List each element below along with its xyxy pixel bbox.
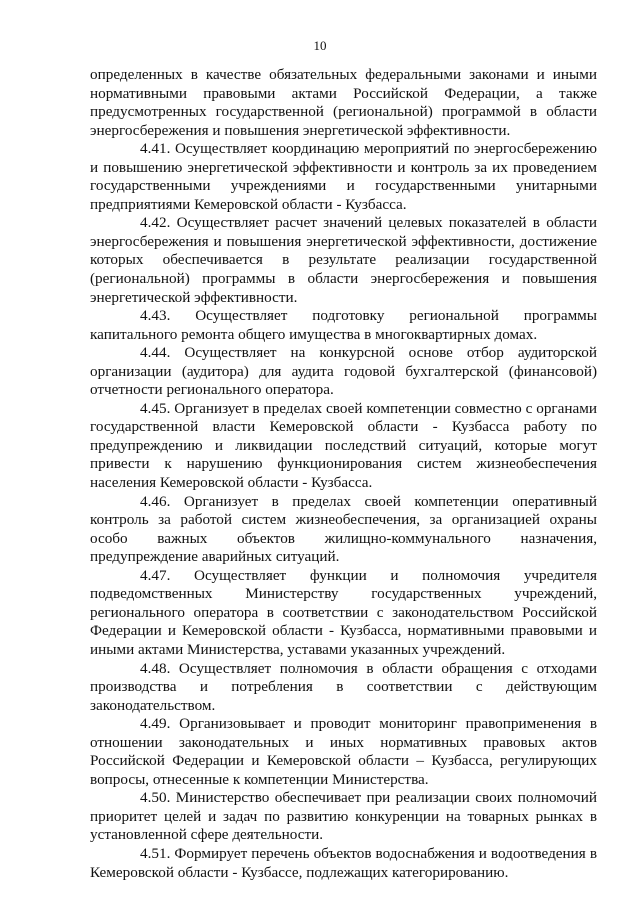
paragraph-4-46: 4.46. Организует в пределах своей компетенции оперативный контроль за работой систем жизнеобеспечения, за организацией охраны особо важных объектов жилищно-коммунального назначения, предупреждение аварийных ситуаций.	[90, 492, 597, 566]
paragraph-4-50: 4.50. Министерство обеспечивает при реализации своих полномочий приоритет целей и задач по развитию конкуренции на товарных рынках в установленной сфере деятельности.	[90, 789, 597, 844]
paragraph-4-48: 4.48. Осуществляет полномочия в области обращения с отходами производства и потребления в соответствии с действующим законодательством.	[90, 659, 597, 714]
paragraph-continuation: определенных в качестве обязательных федеральными законами и иными нормативными правовыми актами Российской Федерации, а также предусмотренных государственной (региональной) программой в области энергосбережения и повышения энергетической эффективности.	[90, 66, 597, 139]
paragraph-4-42: 4.42. Осуществляет расчет значений целевых показателей в области энергосбережения и повышения энергетической эффективности, достижение которых обеспечивается в результате реализации государственной (региональной) программы в области энергосбережения и повышения энергетической эффективности.	[90, 214, 597, 306]
paragraph-4-45: 4.45. Организует в пределах своей компетенции совместно с органами государственной власти Кемеровской области - Кузбасса работу по предупреждению и ликвидации последствий ситуаций, которые могут привести к нарушению функционирования систем жизнеобеспечения населения Кемеровской области - Кузбасса.	[90, 399, 597, 492]
page-number: 10	[313, 38, 327, 53]
paragraph-4-51: 4.51. Формирует перечень объектов водоснабжения и водоотведения в Кемеровской области - Кузбассе, подлежащих категорированию.	[90, 844, 597, 881]
paragraph-4-49: 4.49. Организовывает и проводит мониторинг правоприменения в отношении законодательных и иных нормативных правовых актов Российской Федерации и Кемеровской области – Кузбасса, регулирующих вопросы, отнесенные к компетенции Министерства.	[90, 715, 597, 788]
paragraph-4-43: 4.43. Осуществляет подготовку региональной программы капитального ремонта общего имущества в многоквартирных домах.	[90, 307, 597, 343]
document-body	[90, 66, 597, 882]
paragraph-4-41: 4.41. Осуществляет координацию мероприятий по энергосбережению и повышению энергетической эффективности и контроль за их проведением государственными учреждениями и государственными унитарными предприятиями Кемеровской области - Кузбасса.	[90, 140, 597, 213]
paragraph-4-47: 4.47. Осуществляет функции и полномочия учредителя подведомственных Министерству государственных учреждений, регионального оператора в соответствии с законодательством Российской Федерации и Кемеровской области - Кузбасса, нормативными правовыми и иными актами Министерства, уставами указанных учреждений.	[90, 566, 597, 658]
paragraph-4-44: 4.44. Осуществляет на конкурсной основе отбор аудиторской организации (аудитора) для аудита годовой бухгалтерской (финансовой) отчетности регионального оператора.	[90, 344, 597, 399]
